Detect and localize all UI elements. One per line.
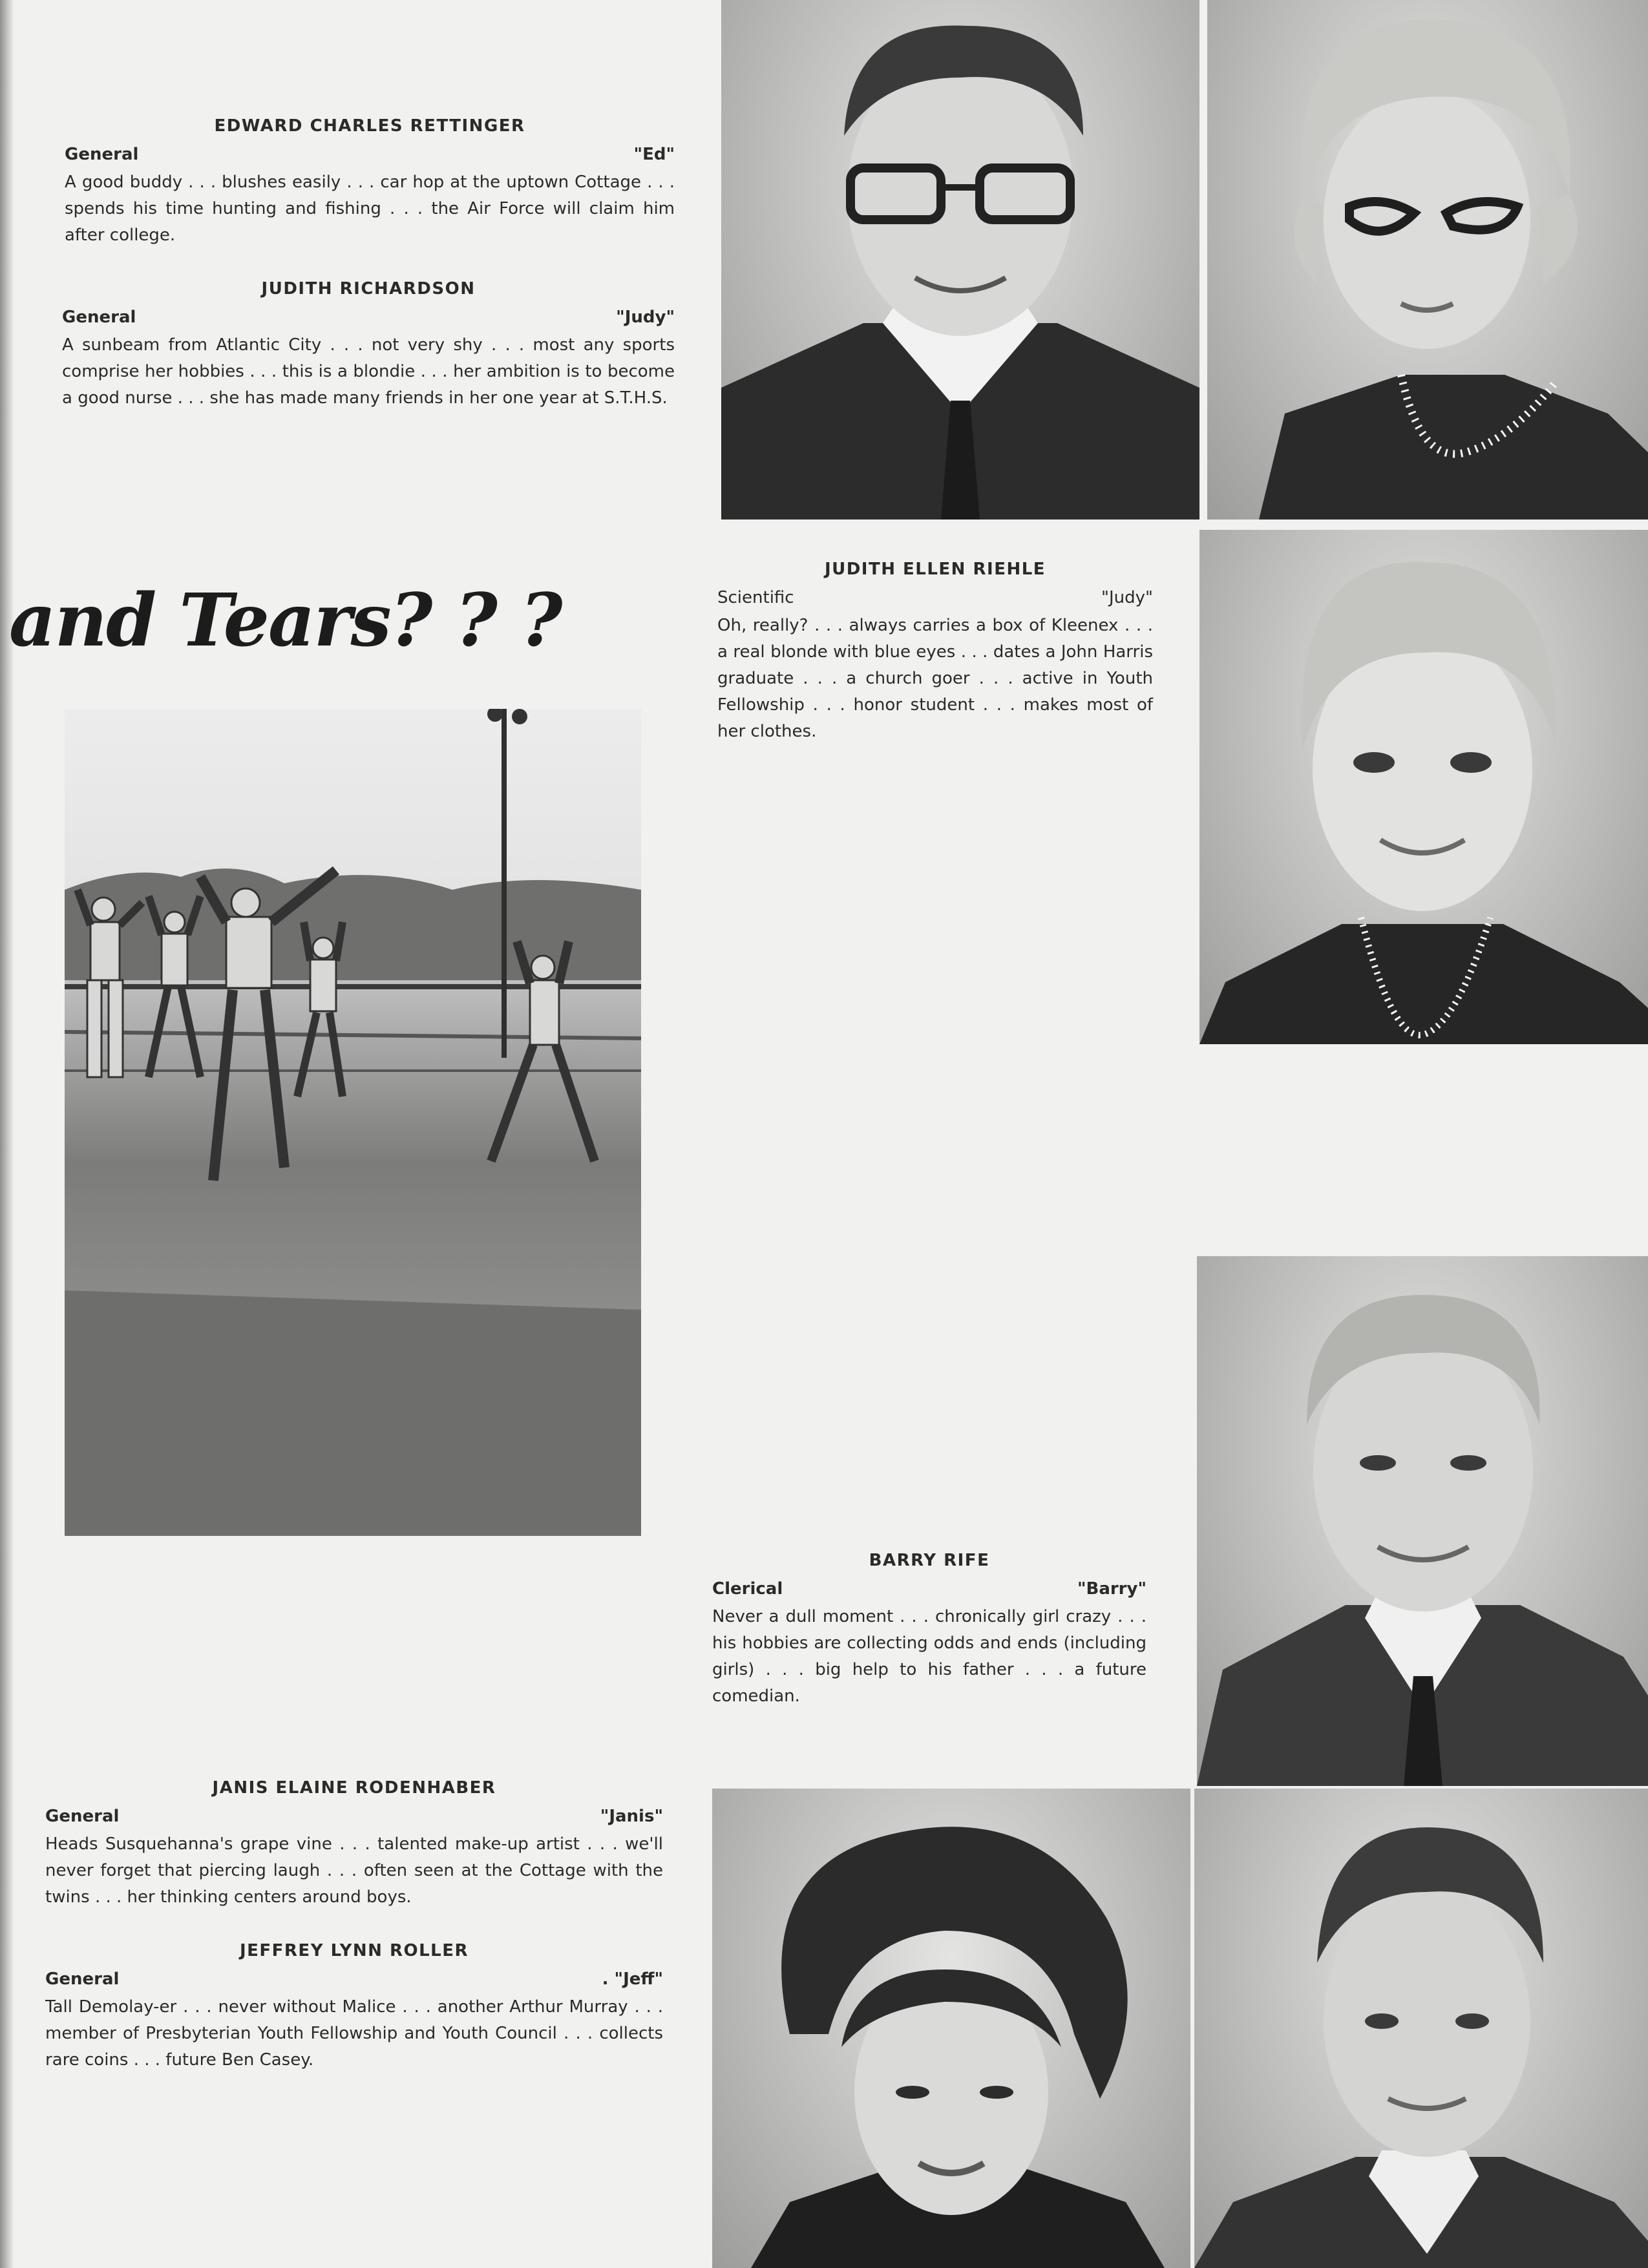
student-name: JUDITH RICHARDSON bbox=[261, 279, 476, 299]
student-entry-rife bbox=[712, 1551, 1146, 1710]
student-bio: Tall Demolay-er . . . never without Malice . . . another Arthur Murray . . . member of Presbyterian Youth Fellowship and Youth Council . . . collects rare coins . . . future Ben Casey. bbox=[45, 1997, 663, 2070]
student-nickname: "Judy" bbox=[1101, 588, 1153, 607]
student-nickname: "Ed" bbox=[633, 145, 675, 164]
student-nickname: "Janis" bbox=[600, 1807, 663, 1826]
student-course: General bbox=[65, 145, 139, 164]
student-course: General bbox=[62, 308, 136, 327]
student-entry-rettinger bbox=[65, 116, 675, 249]
book-spine-shadow bbox=[0, 0, 14, 2268]
student-bio: Heads Susquehanna's grape vine . . . talented make-up artist . . . we'll never forget that piercing laugh . . . often seen at the Cottage with the twins . . . her thinking centers around boys. bbox=[45, 1834, 663, 1907]
student-bio: Never a dull moment . . . chronically girl crazy . . . his hobbies are collecting odds and ends (including girls) . . . big help to his father . . . a future comedian. bbox=[712, 1607, 1146, 1706]
student-course: Clerical bbox=[712, 1579, 783, 1599]
student-course: Scientific bbox=[717, 588, 794, 607]
student-name: JEFFREY LYNN ROLLER bbox=[239, 1941, 469, 1960]
portrait-photo-richardson bbox=[1207, 0, 1648, 520]
portrait-photo-riehle bbox=[1199, 530, 1648, 1044]
student-entry-richardson bbox=[62, 279, 675, 412]
portrait-photo-rettinger bbox=[721, 0, 1199, 520]
portrait-photo-roller bbox=[1194, 1789, 1648, 2268]
portrait-photo-rodenhaber bbox=[712, 1789, 1190, 2268]
student-course: General bbox=[45, 1807, 120, 1826]
student-entry-rodenhaber bbox=[45, 1778, 663, 1911]
student-name: BARRY RIFE bbox=[869, 1551, 990, 1570]
student-nickname: . "Jeff" bbox=[602, 1969, 663, 1989]
student-name: JUDITH ELLEN RIEHLE bbox=[824, 560, 1046, 579]
student-bio: A sunbeam from Atlantic City . . . not very shy . . . most any sports comprise her hobbies . . . this is a blondie . . . her ambition is to become a good nurse . . . she has made many friends in her one year at S.T.H.S. bbox=[62, 335, 675, 408]
student-entry-roller bbox=[45, 1941, 663, 2074]
portrait-photo-rife bbox=[1197, 1256, 1648, 1786]
student-course: General bbox=[45, 1969, 120, 1989]
student-name: JANIS ELAINE RODENHABER bbox=[212, 1778, 496, 1798]
student-nickname: "Judy" bbox=[616, 308, 675, 327]
student-bio: Oh, really? . . . always carries a box of Kleenex . . . a real blonde with blue eyes . . . dates a John Harris graduate . . . a church goer . . . active in Youth Fellowship . . . honor student . . . makes most of her clothes. bbox=[717, 616, 1153, 741]
page-heading: and Tears? ? ? bbox=[9, 578, 562, 663]
student-entry-riehle bbox=[717, 560, 1153, 745]
student-name: EDWARD CHARLES RETTINGER bbox=[214, 116, 525, 136]
student-nickname: "Barry" bbox=[1077, 1579, 1146, 1599]
calisthenics-field-photo bbox=[65, 709, 641, 1536]
student-bio: A good buddy . . . blushes easily . . . car hop at the uptown Cottage . . . spends his time hunting and fishing . . . the Air Force will claim him after college. bbox=[65, 173, 675, 245]
